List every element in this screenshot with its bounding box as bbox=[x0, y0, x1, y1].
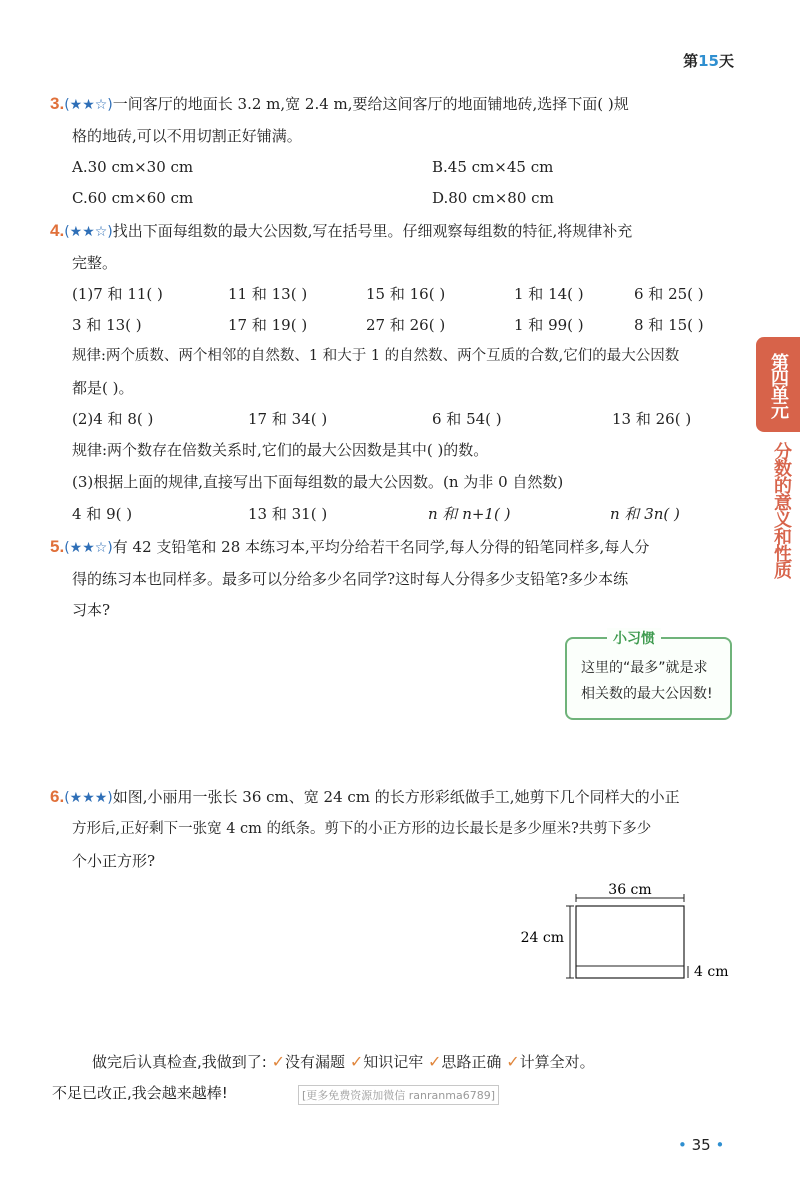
q6-line2: 方形后,正好剩下一张宽 4 cm 的纸条。剪下的小正方形的边长最长是多少厘米?共剪下多少 bbox=[72, 821, 652, 837]
q5-number: 5. bbox=[50, 537, 65, 556]
q4-row2-item: 8 和 15( ) bbox=[634, 316, 704, 334]
q4-row1-item: 11 和 13( ) bbox=[228, 285, 308, 303]
figure-top-label: 36 cm bbox=[608, 882, 652, 898]
q4-row4-item: n 和 3n( ) bbox=[610, 505, 680, 523]
q4-row2-item: 17 和 19( ) bbox=[228, 316, 308, 334]
q5-line3: 习本? bbox=[72, 601, 111, 619]
watermark: [更多免费资源加微信 ranranma6789] bbox=[298, 1085, 499, 1105]
check-icon: ✓ bbox=[271, 1052, 286, 1071]
q3-option-d: D.80 cm×80 cm bbox=[432, 189, 554, 207]
figure-strip-label: 4 cm bbox=[694, 964, 729, 980]
q4-row1-item: 6 和 25( ) bbox=[634, 285, 704, 303]
q6-stars: (★★★) bbox=[64, 790, 113, 806]
habit-line2: 相关数的最大公因数! bbox=[581, 686, 713, 702]
unit-tab: 第四单元 bbox=[756, 337, 800, 432]
check-icon: ✓ bbox=[506, 1052, 520, 1071]
footer-line2: 不足已改正,我会越来越棒! bbox=[52, 1084, 228, 1102]
q4-row2-item: 27 和 26( ) bbox=[366, 316, 446, 334]
q6-line3: 个小正方形? bbox=[72, 852, 156, 870]
q4-line1: 4.(★★☆)找出下面每组数的最大公因数,写在括号里。仔细观察每组数的特征,将规律补充 bbox=[50, 221, 633, 240]
check-label: 知识记牢 bbox=[363, 1053, 424, 1071]
q3-option-a: A.30 cm×30 cm bbox=[72, 158, 194, 176]
q4-rule1: 规律:两个质数、两个相邻的自然数、1 和大于 1 的自然数、两个互质的合数,它们的最大公因数 bbox=[72, 348, 680, 364]
q4-row4-item: 4 和 9( ) bbox=[72, 505, 133, 523]
check-label: 思路正确 bbox=[441, 1053, 502, 1071]
q4-stars: (★★☆) bbox=[64, 224, 113, 240]
figure-left-label: 24 cm bbox=[520, 930, 564, 946]
check-label: 没有漏题 bbox=[285, 1053, 346, 1071]
q4-row2-item: 1 和 99( ) bbox=[514, 316, 584, 334]
q4-line2: 完整。 bbox=[72, 254, 118, 272]
page-number: • 35 • bbox=[678, 1136, 725, 1154]
q3-stars: (★★☆) bbox=[64, 97, 113, 113]
q4-row2-item: 3 和 13( ) bbox=[72, 316, 142, 334]
q4-row3-item: 13 和 26( ) bbox=[612, 410, 692, 428]
q3-line2: 格的地砖,可以不用切割正好铺满。 bbox=[72, 127, 302, 145]
q4-row3-item: 6 和 54( ) bbox=[432, 410, 502, 428]
q3-option-c: C.60 cm×60 cm bbox=[72, 189, 194, 207]
footer-checklist: 做完后认真检查,我做到了: ✓没有漏题 ✓知识记牢 ✓思路正确 ✓计算全对。 bbox=[92, 1052, 595, 1071]
q5-line1: 5.(★★☆)有 42 支铅笔和 28 本练习本,平均分给若干名同学,每人分得的铅笔同样多,每人分 bbox=[50, 537, 650, 556]
q4-row3-item: (2)4 和 8( ) bbox=[72, 410, 154, 428]
q4-row1-item: 1 和 14( ) bbox=[514, 285, 584, 303]
q4-number: 4. bbox=[50, 221, 65, 240]
rectangle-figure bbox=[518, 876, 738, 986]
q5-line2: 得的练习本也同样多。最多可以分给多少名同学?这时每人分得多少支铅笔?多少本练 bbox=[72, 570, 629, 588]
unit-title: 分数的意义和性质 bbox=[771, 442, 792, 578]
q6-line1: 6.(★★★)如图,小丽用一张长 36 cm、宽 24 cm 的长方形彩纸做手工,她剪下几个同样大的小正 bbox=[50, 787, 680, 806]
q4-part3: (3)根据上面的规律,直接写出下面每组数的最大公因数。(n 为非 0 自然数) bbox=[72, 473, 564, 491]
habit-tip-box bbox=[565, 631, 732, 720]
paper-rectangle bbox=[576, 906, 684, 978]
check-icon: ✓ bbox=[349, 1052, 364, 1071]
q4-row1-item: (1)7 和 11( ) bbox=[72, 285, 163, 303]
q4-row4-item: 13 和 31( ) bbox=[248, 505, 328, 523]
q5-stars: (★★☆) bbox=[64, 540, 113, 556]
habit-title: 小习惯 bbox=[607, 628, 661, 648]
q4-rule1-cont: 都是( )。 bbox=[72, 379, 134, 397]
q4-rule2: 规律:两个数存在倍数关系时,它们的最大公因数是其中( )的数。 bbox=[72, 441, 489, 459]
habit-line1: 这里的“最多”就是求 bbox=[581, 660, 708, 676]
q3-line1: 3.(★★☆)一间客厅的地面长 3.2 m,宽 2.4 m,要给这间客厅的地面铺地砖,选择下面( )规 bbox=[50, 94, 629, 113]
q3-number: 3. bbox=[50, 94, 65, 113]
q3-option-b: B.45 cm×45 cm bbox=[432, 158, 554, 176]
check-label: 计算全对。 bbox=[519, 1053, 595, 1071]
q4-row4-item: n 和 n+1( ) bbox=[428, 505, 511, 523]
q4-row3-item: 17 和 34( ) bbox=[248, 410, 328, 428]
q4-row1-item: 15 和 16( ) bbox=[366, 285, 446, 303]
check-icon: ✓ bbox=[428, 1052, 442, 1071]
q6-number: 6. bbox=[50, 787, 65, 806]
day-label: 第15天 bbox=[683, 52, 734, 70]
